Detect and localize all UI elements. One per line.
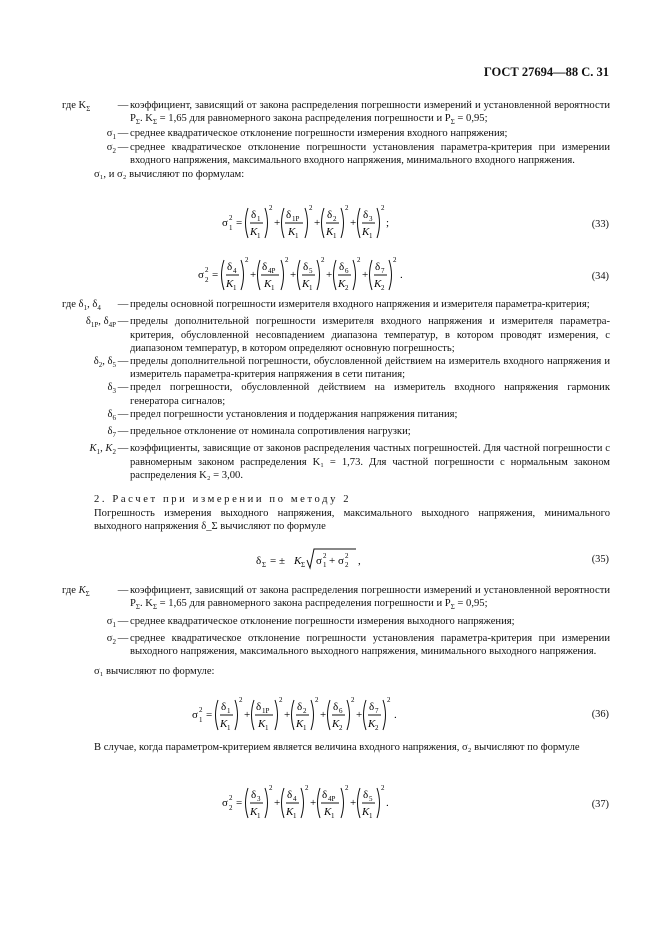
sigma2-definition: $\sigma_2$ — среднее квадратическое отклонение погрешности установления параметра-критерия при измерении входного напряжения, максимального входного напряжения, минимального входного напряжения. (106, 142, 610, 167)
svg-text:2: 2 (229, 214, 233, 222)
svg-text:2: 2 (381, 284, 385, 292)
svg-text:K: K (302, 278, 310, 290)
svg-text:δ: δ (286, 209, 292, 221)
svg-text:+: + (350, 217, 357, 229)
case-text: В случае, когда параметром-критерием является величина входного напряжения, σ₂ вычисляют по формуле (94, 742, 580, 753)
section-2-title: 2. Расчет при измерении по методу 2 (94, 494, 352, 505)
svg-text:2: 2 (345, 284, 349, 292)
d3-text: предел погрешности, обусловленной действием на измеритель входного напряжения гармоник генератора сигналов; (130, 382, 610, 407)
svg-text:+: + (284, 709, 291, 721)
svg-text:2: 2 (303, 707, 307, 715)
svg-text:δ: δ (333, 701, 339, 713)
formula-34 (198, 252, 438, 302)
svg-text:1P: 1P (262, 707, 270, 715)
svg-text:7: 7 (375, 707, 379, 715)
svg-text:1: 1 (257, 232, 261, 240)
svg-text:+: + (274, 797, 281, 809)
sigma1-text: среднее квадратическое отклонение погрешности измерения входного напряжения; (130, 128, 508, 139)
svg-text:σ: σ (198, 269, 204, 281)
delta-definitions: где $\delta_1$, $\delta_4$ — пределы основной погрешности измерителя входного напряжения и измерителя параметра-критерия; $\delta_{1P}$, $\delta_{4P}$ — пределы дополнительной погрешности измерителя входного напряжения и измерителя параметра-критерия, обусловленной несовпадением диапазона температур, в котором проводят измерения, с диапазоном температур, в котором определяют основную погрешность; $\delta_2$, $\delta_5$ — пределы дополнительной погрешности, обусловленной действием на измеритель входного напряжения и измеритель параметра-критерия напряжения в сети питания; $\delta_3$ — предел погрешности, обусловленной действием на измеритель входного напряжения гармоник генератора сигналов; $\delta_6$ — предел погрешности установления и поддержания напряжения питания; $\delta_7$ — предельное отклонение от номинала сопротивления нагрузки; $K_1$, $K_2$ — коэффициенты, зависящие от законов распределения частных погрешностей. Для частной погрешности с равномерным законом распределения K₁ = 1,73. Для частной погрешности с нормальным законом распределения K₂ = 3,00. (62, 299, 610, 481)
svg-text:δ: δ (287, 789, 293, 801)
svg-text:K: K (220, 718, 228, 730)
svg-text:K: K (368, 718, 376, 730)
svg-text:1: 1 (227, 724, 231, 732)
svg-text:4: 4 (293, 795, 297, 803)
svg-text:δ: δ (363, 789, 369, 801)
sigma1b-text: среднее квадратическое отклонение погрешности измерения выходного напряжения; (130, 615, 515, 627)
k-sigma-text-b: коэффициент, зависящий от закона распределения погрешности измерений и установленной вероятности P (130, 585, 610, 610)
svg-text:K: K (288, 226, 296, 238)
svg-text:2: 2 (279, 696, 283, 704)
svg-text:+: + (290, 269, 297, 281)
svg-text:2: 2 (315, 696, 319, 704)
svg-text:2: 2 (285, 256, 289, 264)
svg-text:1: 1 (257, 215, 261, 223)
svg-text:δ: δ (221, 701, 227, 713)
k-sigma-text4: = 0,95; (457, 113, 488, 125)
svg-text:σ: σ (338, 555, 344, 567)
svg-text:2: 2 (387, 696, 391, 704)
k-sigma-text: коэффициент, зависящий от закона распределения погрешности измерений и установленной вероятности P (130, 100, 610, 125)
svg-text:;: ; (386, 217, 390, 229)
svg-text:2: 2 (345, 561, 349, 569)
calc-line: σ₁, и σ₂ вычисляют по формулам: (94, 169, 245, 180)
eq33-number: (33) (591, 219, 609, 230)
formula-36 (192, 692, 432, 742)
svg-text:2: 2 (269, 784, 273, 792)
svg-text:.: . (400, 269, 403, 281)
svg-text:1: 1 (229, 224, 233, 232)
svg-text:σ: σ (222, 217, 228, 229)
svg-text:δ: δ (303, 261, 309, 273)
svg-text:.: . (394, 709, 397, 721)
svg-text:1: 1 (233, 284, 237, 292)
svg-text:δ: δ (327, 209, 333, 221)
k-sigma-definition-2: где $K_\Sigma$ — коэффициент, зависящий от закона распределения погрешности измерений и установленной вероятности $P_\Sigma$. $K_\Sigma = 1,65$ для равномерного закона распределения погрешности и $P_\Sigma = 0,95$; $\sigma_1$ — среднее квадратическое отклонение погрешности измерения выходного напряжения; $\sigma_2$ — среднее квадратическое отклонение погрешности установления параметра-критерия при измерении выходного напряжения, максимального выходного напряжения, минимального выходного напряжения. (62, 585, 610, 658)
k-sigma-text2: . K (139, 113, 153, 125)
svg-text:δ: δ (251, 209, 257, 221)
svg-text:1: 1 (333, 232, 337, 240)
svg-text:1: 1 (369, 232, 373, 240)
d1pd4p-text: пределы дополнительной погрешности измерителя входного напряжения и измерителя параметра-критерия, обусловленной несовпадением диапазона температур, в котором проводят измерения, с диапазоном температур, в котором определяют основную погрешность; (130, 316, 610, 354)
lead-sub: Σ (86, 105, 91, 114)
sigma2-text: среднее квадратическое отклонение погрешности установления параметра-критерия при измерении входного напряжения, максимального входного напряжения, минимального входного напряжения. (130, 142, 610, 167)
svg-text:K: K (362, 806, 370, 818)
svg-text:1: 1 (293, 812, 297, 820)
svg-text:δ: δ (251, 789, 257, 801)
svg-text:=: = (212, 269, 219, 281)
svg-text:2: 2 (345, 784, 349, 792)
svg-text:1: 1 (331, 812, 335, 820)
svg-text:+: + (356, 709, 363, 721)
k-sigma-text3: = 1,65 для равномерного закона распределения погрешности и P (159, 113, 451, 125)
svg-text:2: 2 (375, 724, 379, 732)
svg-text:=: = (236, 217, 243, 229)
svg-text:K: K (332, 718, 340, 730)
svg-text:+: + (350, 797, 357, 809)
svg-text:2: 2 (393, 256, 397, 264)
svg-text:δ: δ (297, 701, 303, 713)
svg-text:2: 2 (199, 706, 203, 714)
calc-line-2: σ₁ вычисляют по формуле: (94, 666, 215, 677)
svg-text:2: 2 (323, 552, 327, 560)
svg-text:5: 5 (369, 795, 373, 803)
svg-text:1: 1 (265, 724, 269, 732)
svg-text:2: 2 (205, 276, 209, 284)
svg-text:6: 6 (345, 267, 349, 275)
svg-text:δ: δ (322, 789, 328, 801)
svg-text:2: 2 (357, 256, 361, 264)
svg-text:+: + (320, 709, 327, 721)
svg-text:K: K (264, 278, 272, 290)
svg-text:1: 1 (369, 812, 373, 820)
svg-text:K: K (286, 806, 294, 818)
svg-text:σ: σ (222, 797, 228, 809)
svg-text:1: 1 (309, 284, 313, 292)
svg-text:4: 4 (233, 267, 237, 275)
svg-text:4P: 4P (268, 267, 276, 275)
svg-text:5: 5 (309, 267, 313, 275)
sigma1-definition: $\sigma_1$ — среднее квадратическое отклонение погрешности измерения входного напряжения; (62, 127, 610, 144)
svg-text:2: 2 (351, 696, 355, 704)
svg-text:+: + (362, 269, 369, 281)
eq35-number: (35) (591, 554, 609, 565)
svg-text:1P: 1P (292, 215, 300, 223)
svg-text:=: = (206, 709, 213, 721)
svg-text:δ: δ (256, 701, 262, 713)
svg-text:Σ: Σ (262, 561, 267, 569)
sigma2b-text: среднее квадратическое отклонение погрешности установления параметра-критерия при измерении выходного напряжения, максимального выходного напряжения, минимального выходного напряжения. (130, 632, 610, 658)
svg-text:K: K (250, 806, 258, 818)
d1d4-text: пределы основной погрешности измерителя входного напряжения и измерителя параметра-критерия; (130, 299, 590, 310)
svg-text:+: + (274, 217, 281, 229)
svg-text:2: 2 (321, 256, 325, 264)
svg-text:4P: 4P (328, 795, 336, 803)
svg-text:,: , (358, 555, 361, 567)
svg-text:2: 2 (333, 215, 337, 223)
svg-text:2: 2 (381, 784, 385, 792)
svg-text:δ: δ (262, 261, 268, 273)
svg-text:2: 2 (239, 696, 243, 704)
svg-text:K: K (324, 806, 332, 818)
svg-text:1: 1 (199, 716, 203, 724)
eq34-number: (34) (591, 271, 609, 282)
svg-text:1: 1 (227, 707, 231, 715)
svg-text:.: . (386, 797, 389, 809)
svg-text:1: 1 (323, 561, 327, 569)
svg-text:2: 2 (345, 552, 349, 560)
k-sigma-definition: где $K_\Sigma$ — коэффициент, зависящий от закона распределения погрешности измерений и установленной вероятности $P_\Sigma$. $K_\Sigma = 1,65$ для равномерного закона распределения погрешности и $P_\Sigma = 0,95$; (62, 100, 610, 127)
svg-text:2: 2 (245, 256, 249, 264)
svg-text:2: 2 (269, 204, 273, 212)
svg-text:Σ: Σ (301, 561, 306, 569)
svg-text:1: 1 (295, 232, 299, 240)
svg-text:+: + (314, 217, 321, 229)
svg-text:7: 7 (381, 267, 385, 275)
svg-text:+: + (329, 555, 336, 567)
lead-text: где K (62, 100, 87, 111)
svg-text:2: 2 (229, 794, 233, 802)
svg-text:K: K (374, 278, 382, 290)
svg-text:2: 2 (339, 724, 343, 732)
d7-text: предельное отклонение от номинала сопротивления нагрузки; (130, 426, 411, 438)
svg-text:δ: δ (363, 209, 369, 221)
k-sigma-text2-b: . K (139, 598, 153, 610)
svg-text:K: K (362, 226, 370, 238)
formula-37 (222, 780, 422, 830)
svg-text:1: 1 (303, 724, 307, 732)
eq37-number: (37) (591, 799, 609, 810)
svg-text:δ: δ (369, 701, 375, 713)
svg-text:2: 2 (381, 204, 385, 212)
formula-33 (222, 200, 422, 250)
eq36-number: (36) (591, 709, 609, 720)
svg-text:K: K (294, 555, 302, 567)
d2d5-text: пределы дополнительной погрешности, обусловленной действием на измеритель входного напряжения и измеритель параметра-критерия напряжения в сети питания; (130, 355, 610, 381)
svg-text:K: K (258, 718, 266, 730)
svg-text:3: 3 (257, 795, 261, 803)
k1k2-text: коэффициенты, зависящие от законов распределения частных погрешностей. Для частной погрешности с равномерным законом распределения K₁ = 1,73. Для частной погрешности с нормальным законом распределения K₂ = 3,00. (130, 443, 610, 481)
svg-text:σ: σ (316, 555, 322, 567)
svg-text:2: 2 (345, 204, 349, 212)
svg-text:K: K (338, 278, 346, 290)
svg-text:+: + (310, 797, 317, 809)
svg-text:2: 2 (205, 266, 209, 274)
svg-text:δ: δ (375, 261, 381, 273)
svg-text:+: + (326, 269, 333, 281)
k-sigma-text3-b: = 1,65 для равномерного закона распределения погрешности и P (159, 598, 451, 610)
svg-text:K: K (250, 226, 258, 238)
svg-text:δ: δ (227, 261, 233, 273)
k-sigma-text4-b: = 0,95; (457, 598, 488, 610)
svg-text:+: + (250, 269, 257, 281)
svg-text:2: 2 (305, 784, 309, 792)
svg-text:3: 3 (369, 215, 373, 223)
d6-text: предел погрешности установления и поддержания напряжения питания; (130, 408, 458, 420)
svg-text:K: K (226, 278, 234, 290)
svg-text:2: 2 (309, 204, 313, 212)
svg-text:=: = (236, 797, 243, 809)
page-header: ГОСТ 27694—88 С. 31 (483, 65, 609, 79)
svg-text:δ: δ (339, 261, 345, 273)
svg-text:= ±: = ± (270, 555, 285, 567)
svg-text:2: 2 (229, 804, 233, 812)
svg-text:σ: σ (192, 709, 198, 721)
svg-text:6: 6 (339, 707, 343, 715)
svg-text:+: + (244, 709, 251, 721)
svg-text:δ: δ (256, 555, 262, 567)
svg-text:K: K (326, 226, 334, 238)
svg-text:K: K (296, 718, 304, 730)
section-2-text: Погрешность измерения выходного напряжения, максимального выходного напряжения, минимального выходного напряжения δ_Σ вычисляют по формуле (94, 508, 610, 533)
svg-text:1: 1 (257, 812, 261, 820)
formula-35 (256, 546, 376, 578)
svg-text:1: 1 (271, 284, 275, 292)
